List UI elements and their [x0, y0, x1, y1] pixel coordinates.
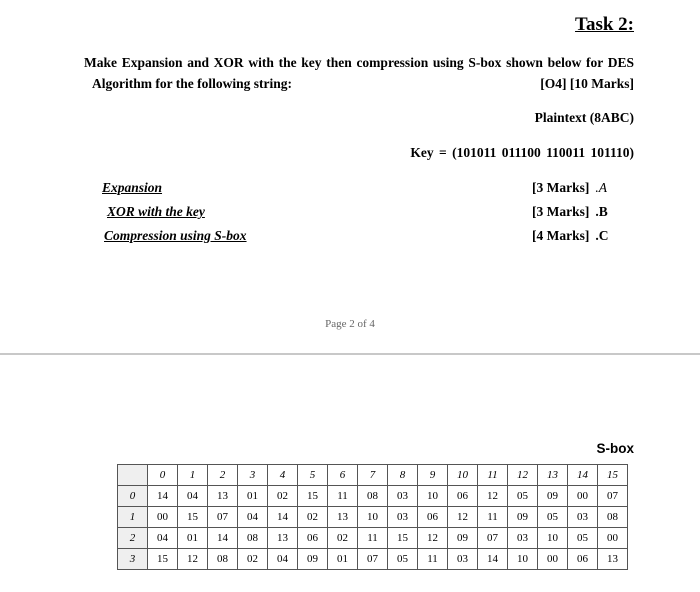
sbox-col-header: 4 — [268, 465, 298, 486]
sbox-cell: 09 — [538, 486, 568, 507]
sbox-cell: 05 — [388, 549, 418, 570]
sbox-cell: 14 — [478, 549, 508, 570]
sbox-cell: 01 — [328, 549, 358, 570]
sbox-cell: 11 — [358, 528, 388, 549]
part-c-marks-text: [4 Marks] — [532, 228, 590, 243]
sbox-col-header: 10 — [448, 465, 478, 486]
sbox-header-row — [118, 465, 628, 486]
plaintext-value: Plaintext (8ABC) — [534, 110, 634, 125]
sbox-cell: 00 — [538, 549, 568, 570]
sbox-cell: 09 — [508, 507, 538, 528]
part-a-letter: .A — [595, 180, 607, 195]
sbox-cell: 08 — [238, 528, 268, 549]
sbox-cell: 07 — [358, 549, 388, 570]
sbox-cell: 06 — [418, 507, 448, 528]
sbox-cell: 07 — [598, 486, 628, 507]
document-page-3 — [0, 355, 700, 592]
part-a-marks — [532, 180, 607, 196]
sbox-cell: 03 — [508, 528, 538, 549]
part-c-letter: .C — [595, 228, 609, 243]
task-instructions — [84, 52, 634, 94]
sbox-col-header: 14 — [568, 465, 598, 486]
sbox-row-header: 3 — [118, 549, 148, 570]
part-b-label: XOR with the key — [107, 204, 205, 219]
sbox-row — [118, 549, 628, 570]
sbox-cell: 13 — [208, 486, 238, 507]
sbox-cell: 03 — [388, 486, 418, 507]
sbox-cell: 02 — [298, 507, 328, 528]
sbox-cell: 02 — [238, 549, 268, 570]
sbox-cell: 14 — [208, 528, 238, 549]
sbox-row — [118, 528, 628, 549]
part-c-label: Compression using S-box — [104, 228, 247, 243]
part-b-letter: .B — [595, 204, 608, 219]
sbox-cell: 11 — [328, 486, 358, 507]
part-a-label: Expansion — [102, 180, 163, 195]
sbox-corner — [118, 465, 148, 486]
sbox-title: S-box — [596, 441, 634, 456]
sbox-col-header: 7 — [358, 465, 388, 486]
sbox-cell: 06 — [298, 528, 328, 549]
page-number: Page 2 of 4 — [325, 318, 375, 330]
sbox-cell: 08 — [358, 486, 388, 507]
sbox-cell: 04 — [148, 528, 178, 549]
sbox-col-header: 5 — [298, 465, 328, 486]
sbox-cell: 09 — [448, 528, 478, 549]
sbox-cell: 14 — [148, 486, 178, 507]
sbox-col-header: 8 — [388, 465, 418, 486]
sbox-col-header: 1 — [178, 465, 208, 486]
instruction-line-2 — [84, 73, 634, 94]
sbox-row-header: 0 — [118, 486, 148, 507]
sbox-cell: 03 — [448, 549, 478, 570]
sbox-cell: 12 — [418, 528, 448, 549]
sbox-cell: 02 — [268, 486, 298, 507]
key-value: Key = (101011 011100 110011 101110) — [410, 145, 634, 160]
sbox-cell: 10 — [358, 507, 388, 528]
sbox-cell: 05 — [538, 507, 568, 528]
sbox-cell: 12 — [178, 549, 208, 570]
task-title: Task 2: — [575, 14, 634, 35]
sbox-cell: 10 — [418, 486, 448, 507]
sbox-cell: 15 — [388, 528, 418, 549]
sbox-row — [118, 507, 628, 528]
sbox-cell: 00 — [148, 507, 178, 528]
sbox-cell: 02 — [328, 528, 358, 549]
sbox-row — [118, 486, 628, 507]
sbox-cell: 00 — [568, 486, 598, 507]
sbox-cell: 03 — [388, 507, 418, 528]
instruction-marks: [O4] [10 Marks] — [540, 76, 634, 91]
sbox-cell: 12 — [478, 486, 508, 507]
sbox-col-header: 15 — [598, 465, 628, 486]
sbox-cell: 15 — [298, 486, 328, 507]
sbox-cell: 10 — [508, 549, 538, 570]
sbox-cell: 01 — [238, 486, 268, 507]
sbox-cell: 04 — [238, 507, 268, 528]
sbox-cell: 15 — [178, 507, 208, 528]
sbox-col-header: 2 — [208, 465, 238, 486]
sbox-cell: 15 — [148, 549, 178, 570]
sbox-col-header: 9 — [418, 465, 448, 486]
sbox-cell: 13 — [598, 549, 628, 570]
sbox-cell: 04 — [178, 486, 208, 507]
sbox-row-header: 1 — [118, 507, 148, 528]
sbox-col-header: 0 — [148, 465, 178, 486]
sbox-cell: 06 — [448, 486, 478, 507]
sbox-cell: 07 — [208, 507, 238, 528]
sbox-cell: 08 — [208, 549, 238, 570]
sbox-col-header: 13 — [538, 465, 568, 486]
sbox-cell: 05 — [568, 528, 598, 549]
instruction-text: Algorithm for the following string: — [92, 76, 292, 91]
sbox-col-header: 11 — [478, 465, 508, 486]
sbox-cell: 11 — [478, 507, 508, 528]
sbox-cell: 12 — [448, 507, 478, 528]
sbox-col-header: 6 — [328, 465, 358, 486]
part-b-marks — [532, 204, 608, 220]
sbox-cell: 14 — [268, 507, 298, 528]
sbox-col-header: 3 — [238, 465, 268, 486]
sbox-cell: 09 — [298, 549, 328, 570]
sbox-table — [117, 464, 628, 570]
instruction-line-1: Make Expansion and XOR with the key then compression using S-box shown below for DES — [84, 55, 634, 70]
sbox-cell: 11 — [418, 549, 448, 570]
sbox-row-header: 2 — [118, 528, 148, 549]
sbox-cell: 08 — [598, 507, 628, 528]
sbox-cell: 10 — [538, 528, 568, 549]
sbox-cell: 06 — [568, 549, 598, 570]
sbox-cell: 04 — [268, 549, 298, 570]
sbox-cell: 07 — [478, 528, 508, 549]
sbox-col-header: 12 — [508, 465, 538, 486]
sbox-cell: 00 — [598, 528, 628, 549]
part-a-marks-text: [3 Marks] — [532, 180, 590, 195]
sbox-cell: 03 — [568, 507, 598, 528]
part-c-marks — [532, 228, 609, 244]
part-b-marks-text: [3 Marks] — [532, 204, 590, 219]
sbox-cell: 01 — [178, 528, 208, 549]
sbox-cell: 05 — [508, 486, 538, 507]
sbox-cell: 13 — [268, 528, 298, 549]
sbox-cell: 13 — [328, 507, 358, 528]
